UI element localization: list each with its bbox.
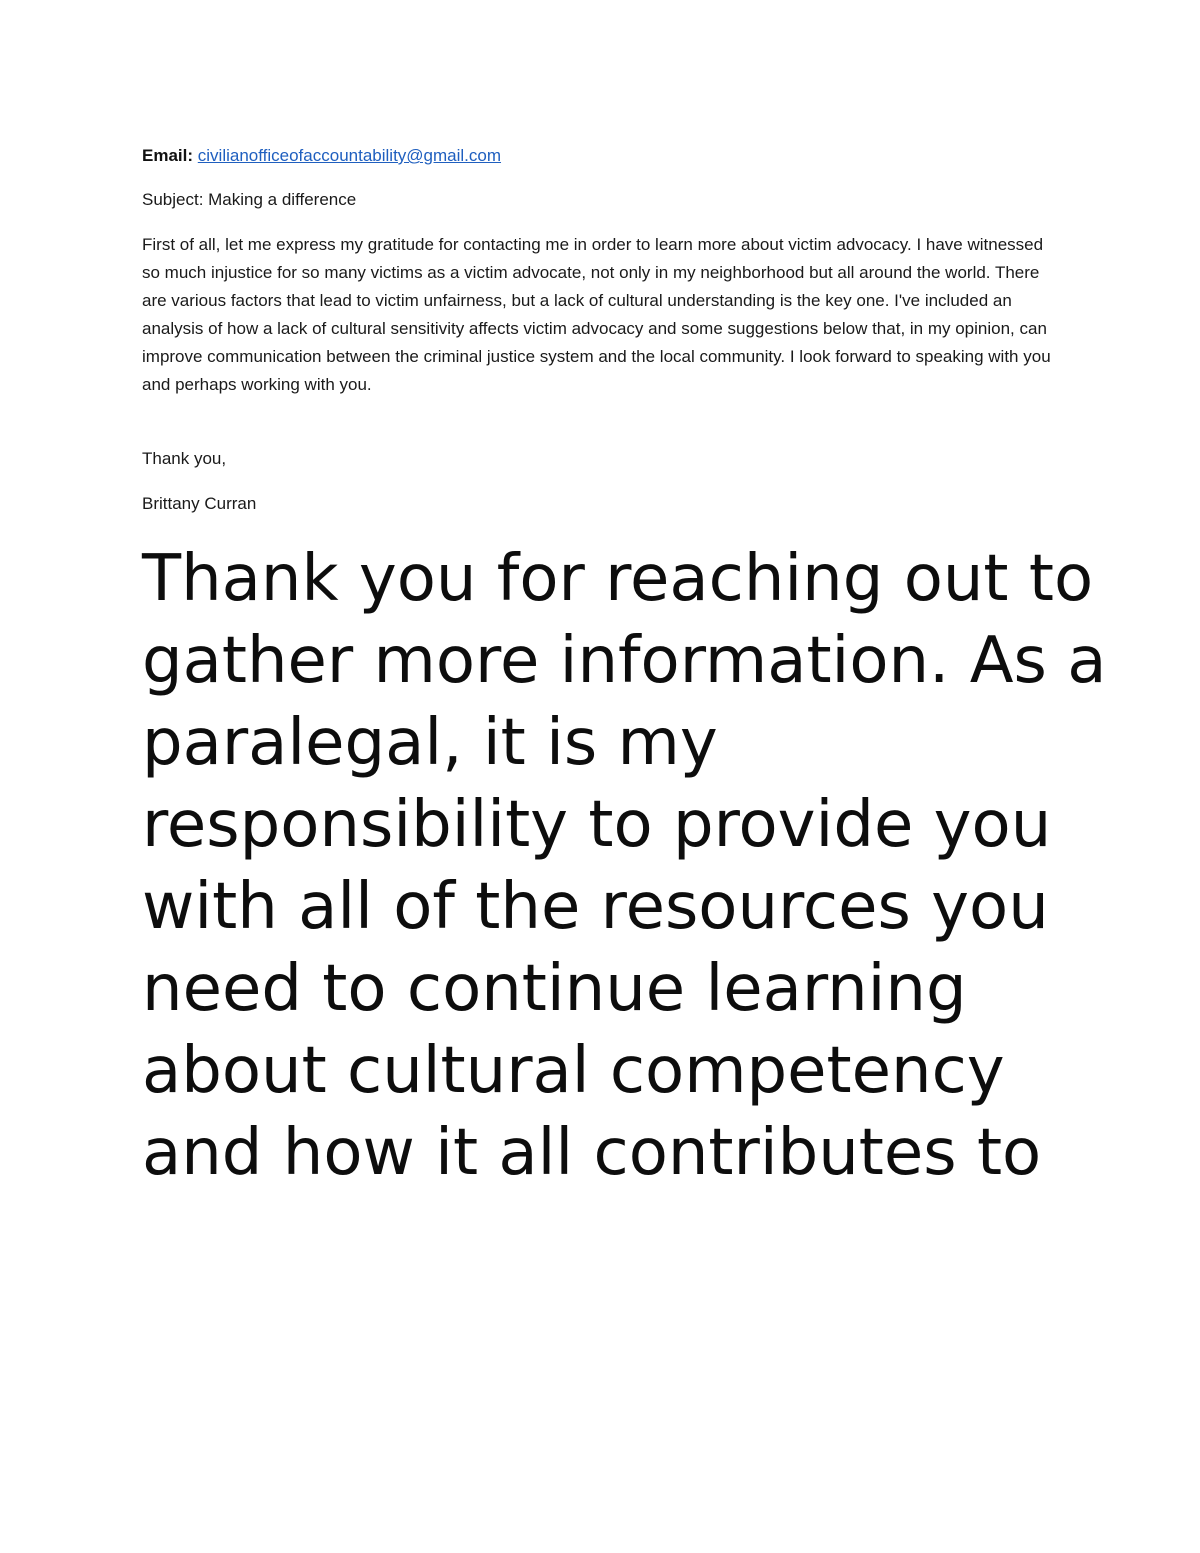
email-line bbox=[142, 142, 1062, 170]
email-label: Email: bbox=[142, 146, 194, 165]
subject-line: Subject: Making a difference bbox=[142, 190, 357, 209]
body-paragraph: First of all, let me express my gratitude for contacting me in order to learn more about victim advocacy. I have witnessed so much injustice for so many victims as a victim advocate, not only in my neighborhood but all around the world. There are various factors that lead to victim unfairness, but a lack of cultural understanding is the key one. I've included an analysis of how a lack of cultural sensitivity affects victim advocacy and some suggestions below that, in my opinion, can improve communication between the criminal justice system and the local community. I look forward to speaking with you and perhaps working with you. bbox=[142, 235, 1051, 394]
large-text-paragraph: Thank you for reaching out to gather more information. As a paralegal, it is my responsibility to provide you with all of the resources you need to continue learning about cultural competency and how it all contributes to bbox=[142, 542, 1107, 1190]
closing-line: Thank you, bbox=[142, 449, 227, 468]
email-address-link[interactable]: civilianofficeofaccountability@gmail.com bbox=[197, 146, 502, 165]
signature-line: Brittany Curran bbox=[142, 494, 257, 513]
